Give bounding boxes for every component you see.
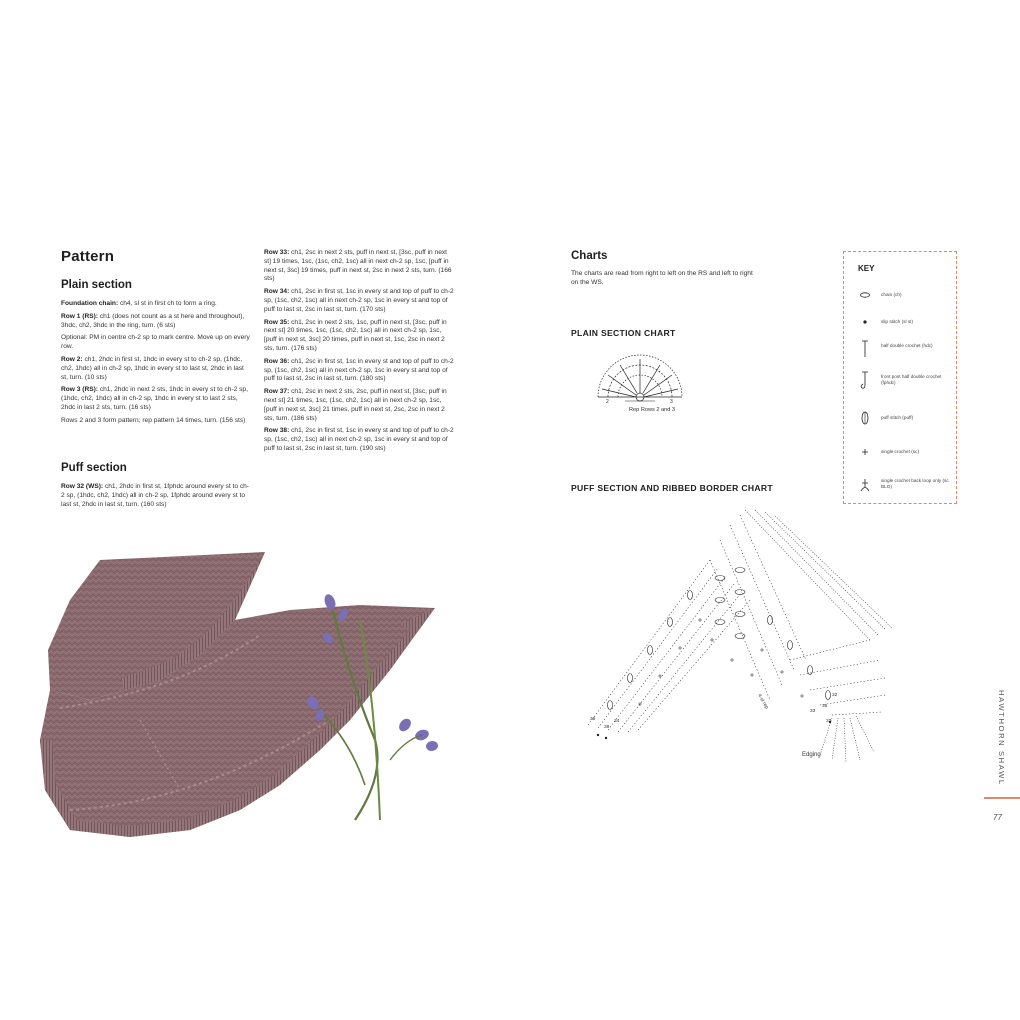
instruction-paragraph: Optional: PM in centre ch-2 sp to mark centre. Move up on every row. (61, 334, 250, 351)
puff-section-chart-title: PUFF SECTION AND RIBBED BORDER CHART (571, 483, 773, 493)
page-title: Pattern (61, 248, 115, 265)
key-row (844, 339, 956, 359)
edging-label: Edging (802, 752, 821, 758)
accent-rule (984, 797, 1020, 799)
puff-section-chart (570, 500, 910, 770)
plain-section-heading: Plain section (61, 279, 132, 291)
instruction-paragraph: Row 34: ch1, 2sc in first st, 1sc in every st and top of puff to ch-2 sp, (1sc, ch2, 1sc) all in next ch-2 sp, 1sc in every st and top of puff to last st, 2sc in last st, turn. (170 sts) (264, 288, 454, 313)
charts-heading: Charts (571, 250, 608, 262)
chain-icon (856, 285, 874, 305)
slip-stitch-icon (856, 312, 874, 332)
running-title: HAWTHORN SHAWL (997, 690, 1006, 786)
instruction-paragraph: Row 36: ch1, 2sc in first st, 1sc in every st and top of puff to ch-2 sp, (1sc, ch2, 1sc) all in next ch-2 sp, 1sc in every st and top of puff to last st, 2sc in last st, turn. (180 sts) (264, 357, 454, 383)
key-label: chain (ch) (881, 292, 902, 297)
key-label: front post half double crochet (fphdc) (881, 374, 942, 385)
shawl-photo (30, 540, 450, 840)
page-number: 77 (993, 813, 1002, 822)
instruction-paragraph: Foundation chain: ch4, sl st in first ch to form a ring. (61, 300, 217, 307)
instruction-paragraph: Row 35: ch1, 2sc in next 2 sts, 1sc, puff in next st, [3sc, puff in next st] 20 times, 1sc, (1sc, ch2, 1sc) all in next ch-2 sp, 1sc, [puff in next st, 3sc] 20 times, puff in next st, 1sc, 2sc in next 2 sts, turn. (176 sts) (264, 318, 447, 352)
row-label: 32 (832, 693, 838, 698)
charts-intro: The charts are read from right to left on the RS and left to right on the WS. (571, 270, 753, 286)
instruction-paragraph: Row 38: ch1, 2sc in first st, 1sc in every st and top of puff to ch-2 sp, (1sc, ch2, 1sc) all in next ch-2 sp, 1sc in every st and top of puff to last st, 2sc in last st, turn. (190 sts) (264, 427, 454, 452)
key-label: puff stitch (puff) (881, 415, 914, 420)
key-title: KEY (858, 264, 875, 273)
sc-back-loop-icon (856, 474, 874, 494)
instruction-paragraph: Rows 2 and 3 form pattern; rep pattern 14 times, turn. (156 sts) (61, 416, 246, 424)
key-row (844, 474, 956, 494)
plain-chart-row-label: 3 (670, 399, 673, 405)
key-label: single crochet (sc) (881, 449, 920, 454)
key-row (844, 408, 956, 428)
single-crochet-icon (856, 442, 874, 462)
key-label: single crochet back loop only (sc BLO) (881, 478, 949, 489)
instruction-paragraph: Row 32 (WS): ch1, 2hdc in first st, 1fphdc around every st to ch-2 sp, (1hdc, ch2, 1hdc) all in ch-2 sp, 1fphdc around every st to last st, 2hdc in last st, turn. (160 sts) (61, 483, 250, 508)
plain-chart-rep-label: Rep Rows 2 and 3 (629, 407, 676, 413)
instruction-paragraph: Row 33: ch1, 2sc in next 2 sts, puff in next st, [3sc, puff in next st] 19 times, 1sc, (1sc, ch2, 1sc) all in next ch-2 sp, 1sc, [puff in next st, 3sc] 19 times, puff in next st, 2sc in next 2 sts, turn. (166 sts) (264, 249, 452, 283)
instruction-paragraph: Row 1 (RS): ch1 (does not count as a st here and throughout), 3hdc, ch2, 3hdc in the ring, turn. (6 sts) (61, 312, 245, 329)
key-row (844, 312, 956, 332)
chart-key (843, 251, 957, 504)
key-row (844, 442, 956, 462)
key-label: slip stitch (sl st) (881, 319, 914, 324)
plain-section-chart-title: PLAIN SECTION CHART (571, 328, 676, 338)
row-label: 34 (614, 719, 620, 724)
instruction-paragraph: Row 37: ch1, 2sc in next 2 sts, 2sc, puff in next st, [3sc, puff in next st] 21 times, 1sc, (1sc, ch2, 1sc) all in next ch-2 sp, 1sc, [puff in next st, 3sc] 21 times, puff in next st, 2sc, 2sc in next 2 sts, turn. (186 sts) (264, 388, 447, 422)
row-label: 35 (822, 704, 828, 709)
puff-stitch-icon (856, 408, 874, 428)
half-double-crochet-icon (856, 339, 874, 359)
puff-section-text (61, 483, 251, 513)
plain-section-chart (590, 345, 690, 417)
instruction-paragraph: Row 3 (RS): ch1, 2hdc in next 2 sts, 1hdc in every st to ch-2 sp, (1hdc, ch2, 1hdc) all in ch-2 sp, 1hdc in every st to last 2 sts, 2hdc in last 2 sts, turn. (16 sts) (61, 386, 248, 411)
plain-section-text (61, 300, 251, 430)
rows-column (264, 249, 454, 458)
plain-chart-row-label: 2 (606, 399, 609, 405)
row-label: 33 (810, 709, 816, 714)
row-label: 36 (590, 717, 596, 722)
row-label: 38 (604, 725, 610, 730)
front-post-hdc-icon (856, 370, 874, 390)
key-label: half double crochet (hdc) (881, 343, 933, 348)
puff-section-heading: Puff section (61, 462, 127, 474)
key-row (844, 285, 956, 305)
instruction-paragraph: Row 2: ch1, 2hdc in first st, 1hdc in every st to ch-2 sp, (1hdc, ch2, 1hdc) all in ch-2 sp, 1hdc in every st to last st, 2hdc in last st, turn. (10 sts) (61, 355, 244, 381)
key-row (844, 370, 956, 390)
row-label: 37 (826, 719, 832, 724)
rep-label: 4-st rep (756, 693, 769, 711)
